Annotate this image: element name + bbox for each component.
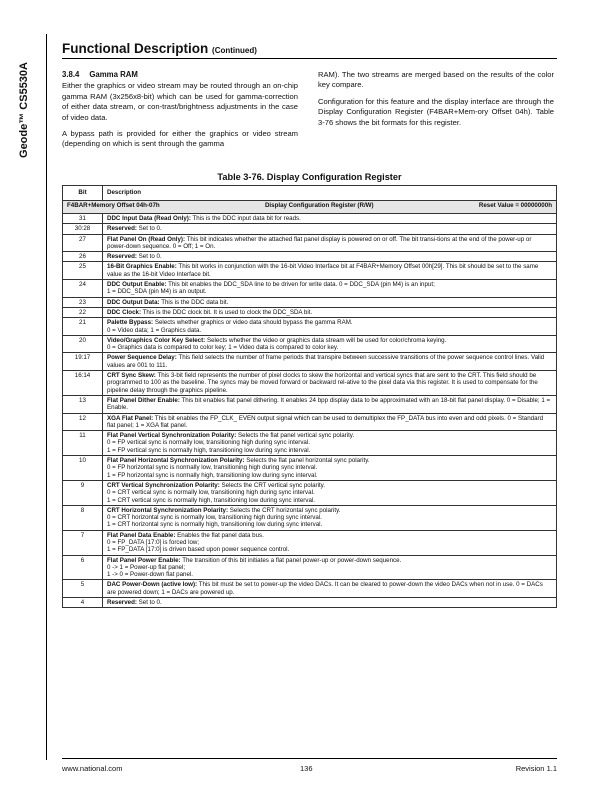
table-row (63, 598, 557, 608)
title-rule (62, 58, 557, 59)
description-line (107, 507, 552, 514)
description-line (107, 415, 552, 430)
table-row (63, 262, 557, 280)
description-cell (103, 480, 557, 505)
description-line (107, 225, 552, 232)
bit-cell: 26 (63, 252, 103, 262)
field-description: This field selects the number of frame periods that transpire between successive transitions of the power sequence control lines. Valid values are 001 to 111. (107, 354, 545, 369)
description-cell (103, 297, 557, 307)
field-name: Flat Panel On (Read Only): (107, 235, 186, 243)
field-name: Reserved: (107, 599, 137, 607)
field-description: 1 = FP horizontal sync is normally high, transitioning low during sync interval. (107, 471, 318, 479)
page-title-text: Functional Description (62, 41, 209, 56)
description-line (107, 281, 552, 288)
description-line (107, 354, 552, 369)
description-line (107, 309, 552, 316)
description-line (107, 581, 552, 596)
description-cell (103, 580, 557, 598)
field-description: This bit enables the FP_CLK_ EVEN output signal which can be used to demultiplex the FP_DATA bus into even and odd pixels. 0 = Standard flat panel; 1 = XGA flat panel. (107, 414, 544, 429)
description-cell (103, 413, 557, 431)
page-title-suffix: (Continued) (212, 46, 257, 55)
column-header-description: Description (103, 186, 557, 201)
description-line (107, 564, 552, 571)
bit-cell: 23 (63, 297, 103, 307)
table-row (63, 224, 557, 234)
description-cell (103, 252, 557, 262)
table-row (63, 555, 557, 580)
bit-cell: 31 (63, 214, 103, 224)
description-cell (103, 214, 557, 224)
description-cell (103, 456, 557, 481)
description-line (107, 397, 552, 412)
table-row (63, 530, 557, 555)
description-line (107, 546, 552, 553)
description-line (107, 263, 552, 278)
description-cell (103, 371, 557, 396)
field-name: Reserved: (107, 253, 137, 261)
description-line (107, 337, 552, 344)
description-line (107, 539, 552, 546)
field-name: Flat Panel Power Enable: (107, 556, 181, 564)
field-name: CRT Vertical Synchronization Polarity: (107, 481, 220, 489)
field-description: This bit enables flat panel dithering. It enables 24 bpp display data to be approximated with an 18-bit flat panel display. 0 = Disable; 1 = Enable. (107, 396, 551, 412)
field-description: Set to 0. (138, 225, 162, 233)
field-description: 1 -> 0 = Power-down flat panel. (107, 571, 193, 579)
column-header-bit: Bit (63, 186, 103, 201)
field-description: Set to 0. (138, 599, 162, 607)
field-description: 0 = CRT vertical sync is normally low, transitioning high during sync interval. (107, 489, 315, 497)
field-name: XGA Flat Panel: (107, 414, 154, 422)
field-description: 0 -> 1 = Power-up flat panel; (107, 563, 186, 571)
field-name: DDC Output Enable: (107, 281, 167, 289)
bit-cell: 22 (63, 307, 103, 317)
description-cell (103, 555, 557, 580)
description-line (107, 497, 552, 504)
left-column (62, 70, 298, 156)
bit-cell: 11 (63, 431, 103, 456)
description-line (107, 514, 552, 521)
description-line (107, 372, 552, 394)
left-paragraph-2: A bypass path is provided for either the graphics or video stream (depending on which is sent through the gamma (62, 129, 298, 149)
footer-page-number: 136 (300, 764, 313, 773)
bit-cell: 25 (63, 262, 103, 280)
field-description: This bit must be set to power-up the video DACs. It can be cleared to power-down the video DACs when not in use. 0 = DACs are powered down; 1 = DACs are powered up. (107, 581, 543, 596)
field-description: Selects the CRT horizontal sync polarity. (229, 506, 341, 514)
description-cell (103, 318, 557, 336)
field-name: Power Sequence Delay: (107, 354, 177, 362)
table-row (63, 580, 557, 598)
table-row (63, 395, 557, 413)
bit-cell: 6 (63, 555, 103, 580)
left-paragraph-1: Either the graphics or video stream may be routed through an on-chip gamma RAM (3x256x8-bit) which can be used for gamma-correction of either data stream, or con-trast/brightness adjustments in the case of video data. (62, 81, 298, 122)
description-line (107, 472, 552, 479)
description-line (107, 571, 552, 578)
field-name: DDC Clock: (107, 308, 142, 316)
field-description: 1 = FP_DATA [17:0] is driven based upon power sequence control. (107, 546, 290, 554)
field-description: 1 = DDC_SDA (pin M4) is an output. (107, 288, 207, 296)
description-line (107, 464, 552, 471)
field-name: CRT Horizontal Synchronization Polarity: (107, 506, 229, 514)
field-name: Flat Panel Dither Enable: (107, 396, 180, 404)
description-cell (103, 234, 557, 252)
field-name: DDC Input Data (Read Only): (107, 215, 191, 222)
right-paragraph-2: Configuration for this feature and the display interface are through the Display Configuration Register (F4BAR+Mem-ory Offset 04h). Table 3-76 shows the bit formats for this register. (318, 96, 554, 127)
description-line (107, 557, 552, 564)
right-column (318, 70, 554, 134)
bit-cell: 13 (63, 395, 103, 413)
description-line (107, 288, 552, 295)
description-line (107, 439, 552, 446)
bit-cell: 21 (63, 318, 103, 336)
table-row (63, 252, 557, 262)
table-header-row (63, 186, 557, 201)
description-line (107, 482, 552, 489)
table-row (63, 318, 557, 336)
description-cell (103, 307, 557, 317)
field-name: DDC Output Data: (107, 298, 160, 306)
field-description: Selects whether graphics or video data should bypass the gamma RAM. (154, 319, 353, 327)
field-description: 0 = FP vertical sync is normally low, transitioning high during sync interval. (107, 439, 310, 447)
description-line (107, 253, 552, 260)
field-description: This bit works in conjunction with the 16-bit Video Interface bit at F4BAR+Memory Offset 00h[29]. This bit should be set to the same value as the 16-bit Video Interface bit. (107, 263, 539, 278)
right-paragraph-1: RAM). The two streams are merged based on the results of the color key compare. (318, 70, 554, 90)
field-name: Flat Panel Data Enable: (107, 531, 176, 539)
field-name: Video/Graphics Color Key Select: (107, 336, 206, 344)
field-description: This is the DDC data bit. (161, 298, 229, 306)
field-description: Selects the flat panel vertical sync polarity. (238, 432, 355, 440)
field-description: Enables the flat panel data bus. (177, 531, 264, 539)
field-description: Selects the flat panel horizontal sync polarity. (246, 457, 370, 465)
section-number: 3.8.4 (62, 70, 80, 79)
bit-cell: 24 (63, 280, 103, 298)
field-name: Flat Panel Horizontal Synchronization Polarity: (107, 457, 245, 465)
field-name: CRT Sync Skew: (107, 372, 156, 380)
table-row (63, 371, 557, 396)
description-line (107, 319, 552, 326)
description-line (107, 489, 552, 496)
table-row (63, 431, 557, 456)
register-info-row (63, 201, 557, 214)
footer-website: www.national.com (62, 764, 123, 773)
description-line (107, 457, 552, 464)
register-table (62, 185, 557, 608)
field-description: This is the DDC input data bit for reads. (192, 215, 301, 222)
field-description: 1 = FP vertical sync is normally high, transitioning low during sync interval. (107, 446, 311, 454)
register-offset: F4BAR+Memory Offset 04h-07h (67, 202, 160, 209)
register-name: Display Configuration Register (R/W) (264, 202, 374, 209)
bit-cell: 20 (63, 335, 103, 353)
table-row (63, 353, 557, 371)
section-heading (62, 70, 298, 80)
description-line (107, 532, 552, 539)
field-description: 0 = Graphics data is compared to color key; 1 = Video data is compared to color key. (107, 344, 339, 352)
field-name: Palette Bypass: (107, 319, 154, 327)
field-name: Reserved: (107, 225, 137, 233)
field-description: 0 = FP_DATA [17:0] is forced low; (107, 538, 200, 546)
footer-rule (62, 758, 557, 759)
bit-cell: 10 (63, 456, 103, 481)
description-line (107, 599, 552, 606)
table-row (63, 280, 557, 298)
field-description: Selects whether the video or graphics data stream will be used for color/chroma keying. (206, 336, 447, 344)
field-name: Flat Panel Vertical Synchronization Polarity: (107, 432, 237, 440)
description-cell (103, 353, 557, 371)
field-description: This bit indicates whether the attached flat panel display is powered on or off. The bit transi-tions at the end of the power-up or power-down sequence. 0 = Off; 1 = On. (107, 235, 532, 250)
table-row (63, 456, 557, 481)
description-cell (103, 335, 557, 353)
bit-cell: 27 (63, 234, 103, 252)
side-product-label-text: Geode™ CS5530A (18, 62, 30, 158)
vertical-rule (46, 34, 47, 760)
description-line (107, 299, 552, 306)
field-name: 16-Bit Graphics Enable: (107, 263, 177, 271)
bit-cell: 5 (63, 580, 103, 598)
field-description: Selects the CRT vertical sync polarity. (221, 481, 326, 489)
field-name: DAC Power-Down (active low): (107, 581, 198, 589)
register-reset-value: Reset Value = 00000000h (478, 202, 552, 209)
table-row (63, 307, 557, 317)
bit-cell: 4 (63, 598, 103, 608)
bit-cell: 19:17 (63, 353, 103, 371)
bit-cell: 7 (63, 530, 103, 555)
side-product-label (16, 40, 32, 180)
description-cell (103, 505, 557, 530)
field-description: This is the DDC clock bit. It is used to clock the DDC_SDA bit. (142, 308, 313, 316)
description-line (107, 344, 552, 351)
bit-cell: 12 (63, 413, 103, 431)
field-description: 0 = FP horizontal sync is normally low, transitioning high during sync interval. (107, 464, 318, 472)
description-line (107, 236, 552, 251)
description-cell (103, 431, 557, 456)
table-caption: Table 3-76. Display Configuration Register (217, 172, 402, 182)
description-cell (103, 395, 557, 413)
description-cell (103, 530, 557, 555)
field-description: 1 = CRT horizontal sync is normally high, transitioning low during sync interval. (107, 521, 323, 529)
footer-revision: Revision 1.1 (515, 764, 557, 773)
bit-cell: 16:14 (63, 371, 103, 396)
table-row (63, 413, 557, 431)
description-line (107, 327, 552, 334)
bit-cell: 9 (63, 480, 103, 505)
table-row (63, 234, 557, 252)
bit-cell: 8 (63, 505, 103, 530)
description-line (107, 215, 552, 222)
description-cell (103, 598, 557, 608)
description-line (107, 432, 552, 439)
bit-cell: 30:28 (63, 224, 103, 234)
field-description: The transition of this bit initiates a flat panel power-up or power-down sequence. (182, 556, 402, 564)
field-description: Set to 0. (138, 253, 162, 261)
field-description: This 3-bit field represents the number of pixel clocks to skew the horizontal and vertical syncs that are sent to the CRT. This field should be programmed to 100 as the baseline. The syncs may be moved forward or backward rel-ative to the pixel data via this register. It is used to compensate for the pipeline delay through the graphics pipeline. (107, 372, 538, 394)
table-row (63, 214, 557, 224)
table-row (63, 335, 557, 353)
description-cell (103, 280, 557, 298)
page-title (62, 41, 257, 56)
field-description: 0 = CRT horizontal sync is normally low, transitioning high during sync interval. (107, 514, 322, 522)
table-row (63, 297, 557, 307)
table-row (63, 480, 557, 505)
table-row (63, 505, 557, 530)
field-description: 0 = Video data; 1 = Graphics data. (107, 326, 202, 334)
description-cell (103, 262, 557, 280)
description-line (107, 447, 552, 454)
field-description: This bit enables the DDC_SDA line to be driven for write data. 0 = DDC_SDA (pin M4) is an input; (168, 281, 435, 289)
field-description: 1 = CRT vertical sync is normally high, transitioning low during sync interval. (107, 496, 315, 504)
description-line (107, 521, 552, 528)
section-title: Gamma RAM (89, 70, 138, 79)
description-cell (103, 224, 557, 234)
